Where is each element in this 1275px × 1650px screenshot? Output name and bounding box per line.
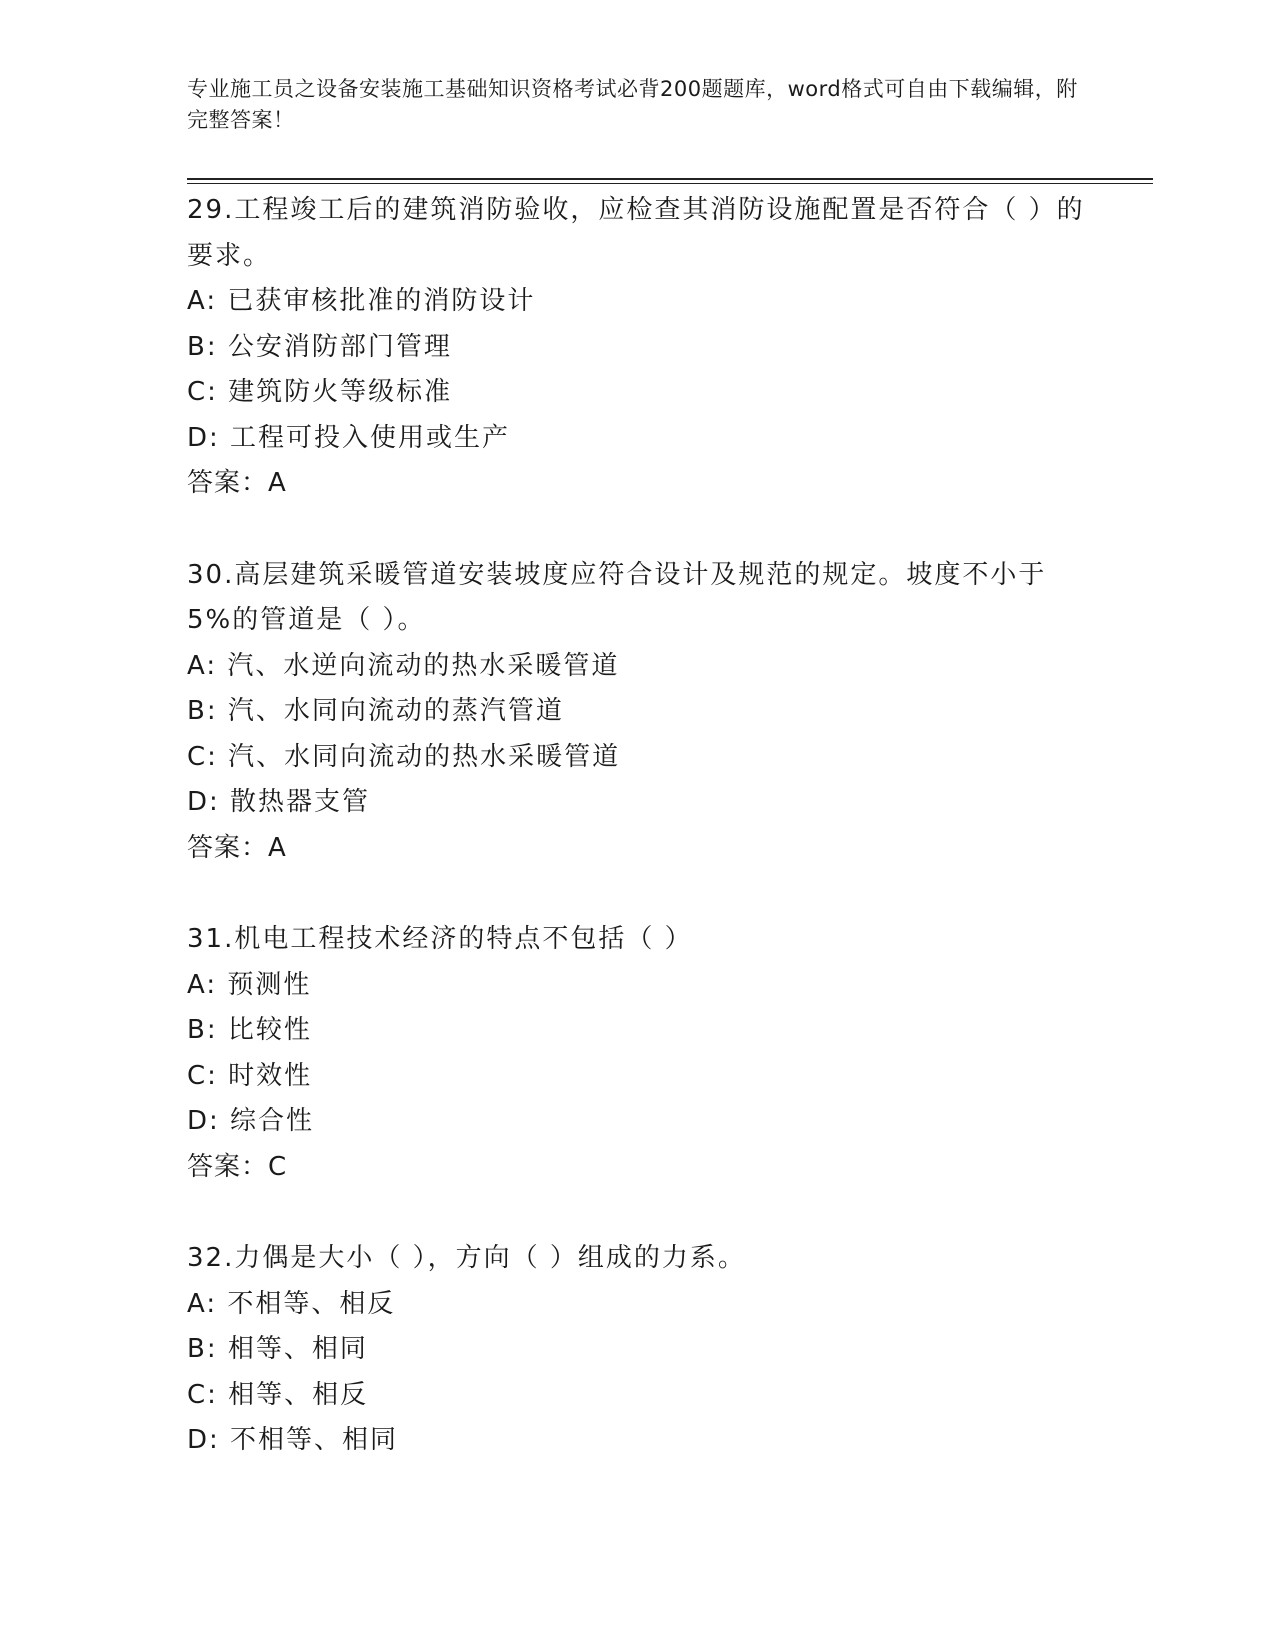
answer: 答案：A — [187, 468, 287, 498]
question-text: 31.机电工程技术经济的特点不包括（ ） — [187, 924, 693, 954]
option-d: D: 工程可投入使用或生产 — [187, 422, 511, 453]
option-b: B: 公安消防部门管理 — [187, 331, 452, 362]
option-b: B: 汽、水同向流动的蒸汽管道 — [187, 696, 564, 726]
option-a: A: 预测性 — [187, 969, 312, 1000]
header-divider-thin — [187, 183, 1153, 184]
option-d: D: 综合性 — [187, 1106, 315, 1136]
answer: 答案：C — [187, 1151, 288, 1182]
option-d: D: 散热器支管 — [187, 787, 371, 817]
option-c: C: 建筑防火等级标准 — [187, 377, 453, 407]
header-divider-thick — [187, 178, 1153, 180]
option-a: A: 汽、水逆向流动的热水采暖管道 — [187, 650, 620, 681]
question-list — [187, 188, 1087, 1510]
option-a: A: 不相等、相反 — [187, 1288, 396, 1319]
option-d: D: 不相等、相同 — [187, 1425, 399, 1455]
answer: 答案：A — [187, 832, 287, 863]
option-b: B: 比较性 — [187, 1015, 312, 1045]
question-text: 29.工程竣工后的建筑消防验收，应检查其消防设施配置是否符合（ ）的要求。 — [187, 195, 1085, 271]
question-text: 32.力偶是大小（ ），方向（ ）组成的力系。 — [187, 1243, 746, 1273]
option-c: C: 时效性 — [187, 1060, 313, 1091]
question-31 — [187, 917, 1087, 1190]
option-c: C: 汽、水同向流动的热水采暖管道 — [187, 741, 621, 772]
option-b: B: 相等、相同 — [187, 1334, 368, 1364]
question-29 — [187, 188, 1087, 507]
document-header: 专业施工员之设备安装施工基础知识资格考试必背200题题库，word格式可自由下载编辑，附完整答案！ — [187, 77, 1078, 132]
question-30 — [187, 553, 1087, 872]
question-text: 30.高层建筑采暖管道安装坡度应符合设计及规范的规定。坡度不小于5%的管道是（ ）。 — [187, 559, 1047, 635]
question-32 — [187, 1236, 1087, 1464]
option-c: C: 相等、相反 — [187, 1379, 369, 1410]
option-a: A: 已获审核批准的消防设计 — [187, 286, 536, 316]
